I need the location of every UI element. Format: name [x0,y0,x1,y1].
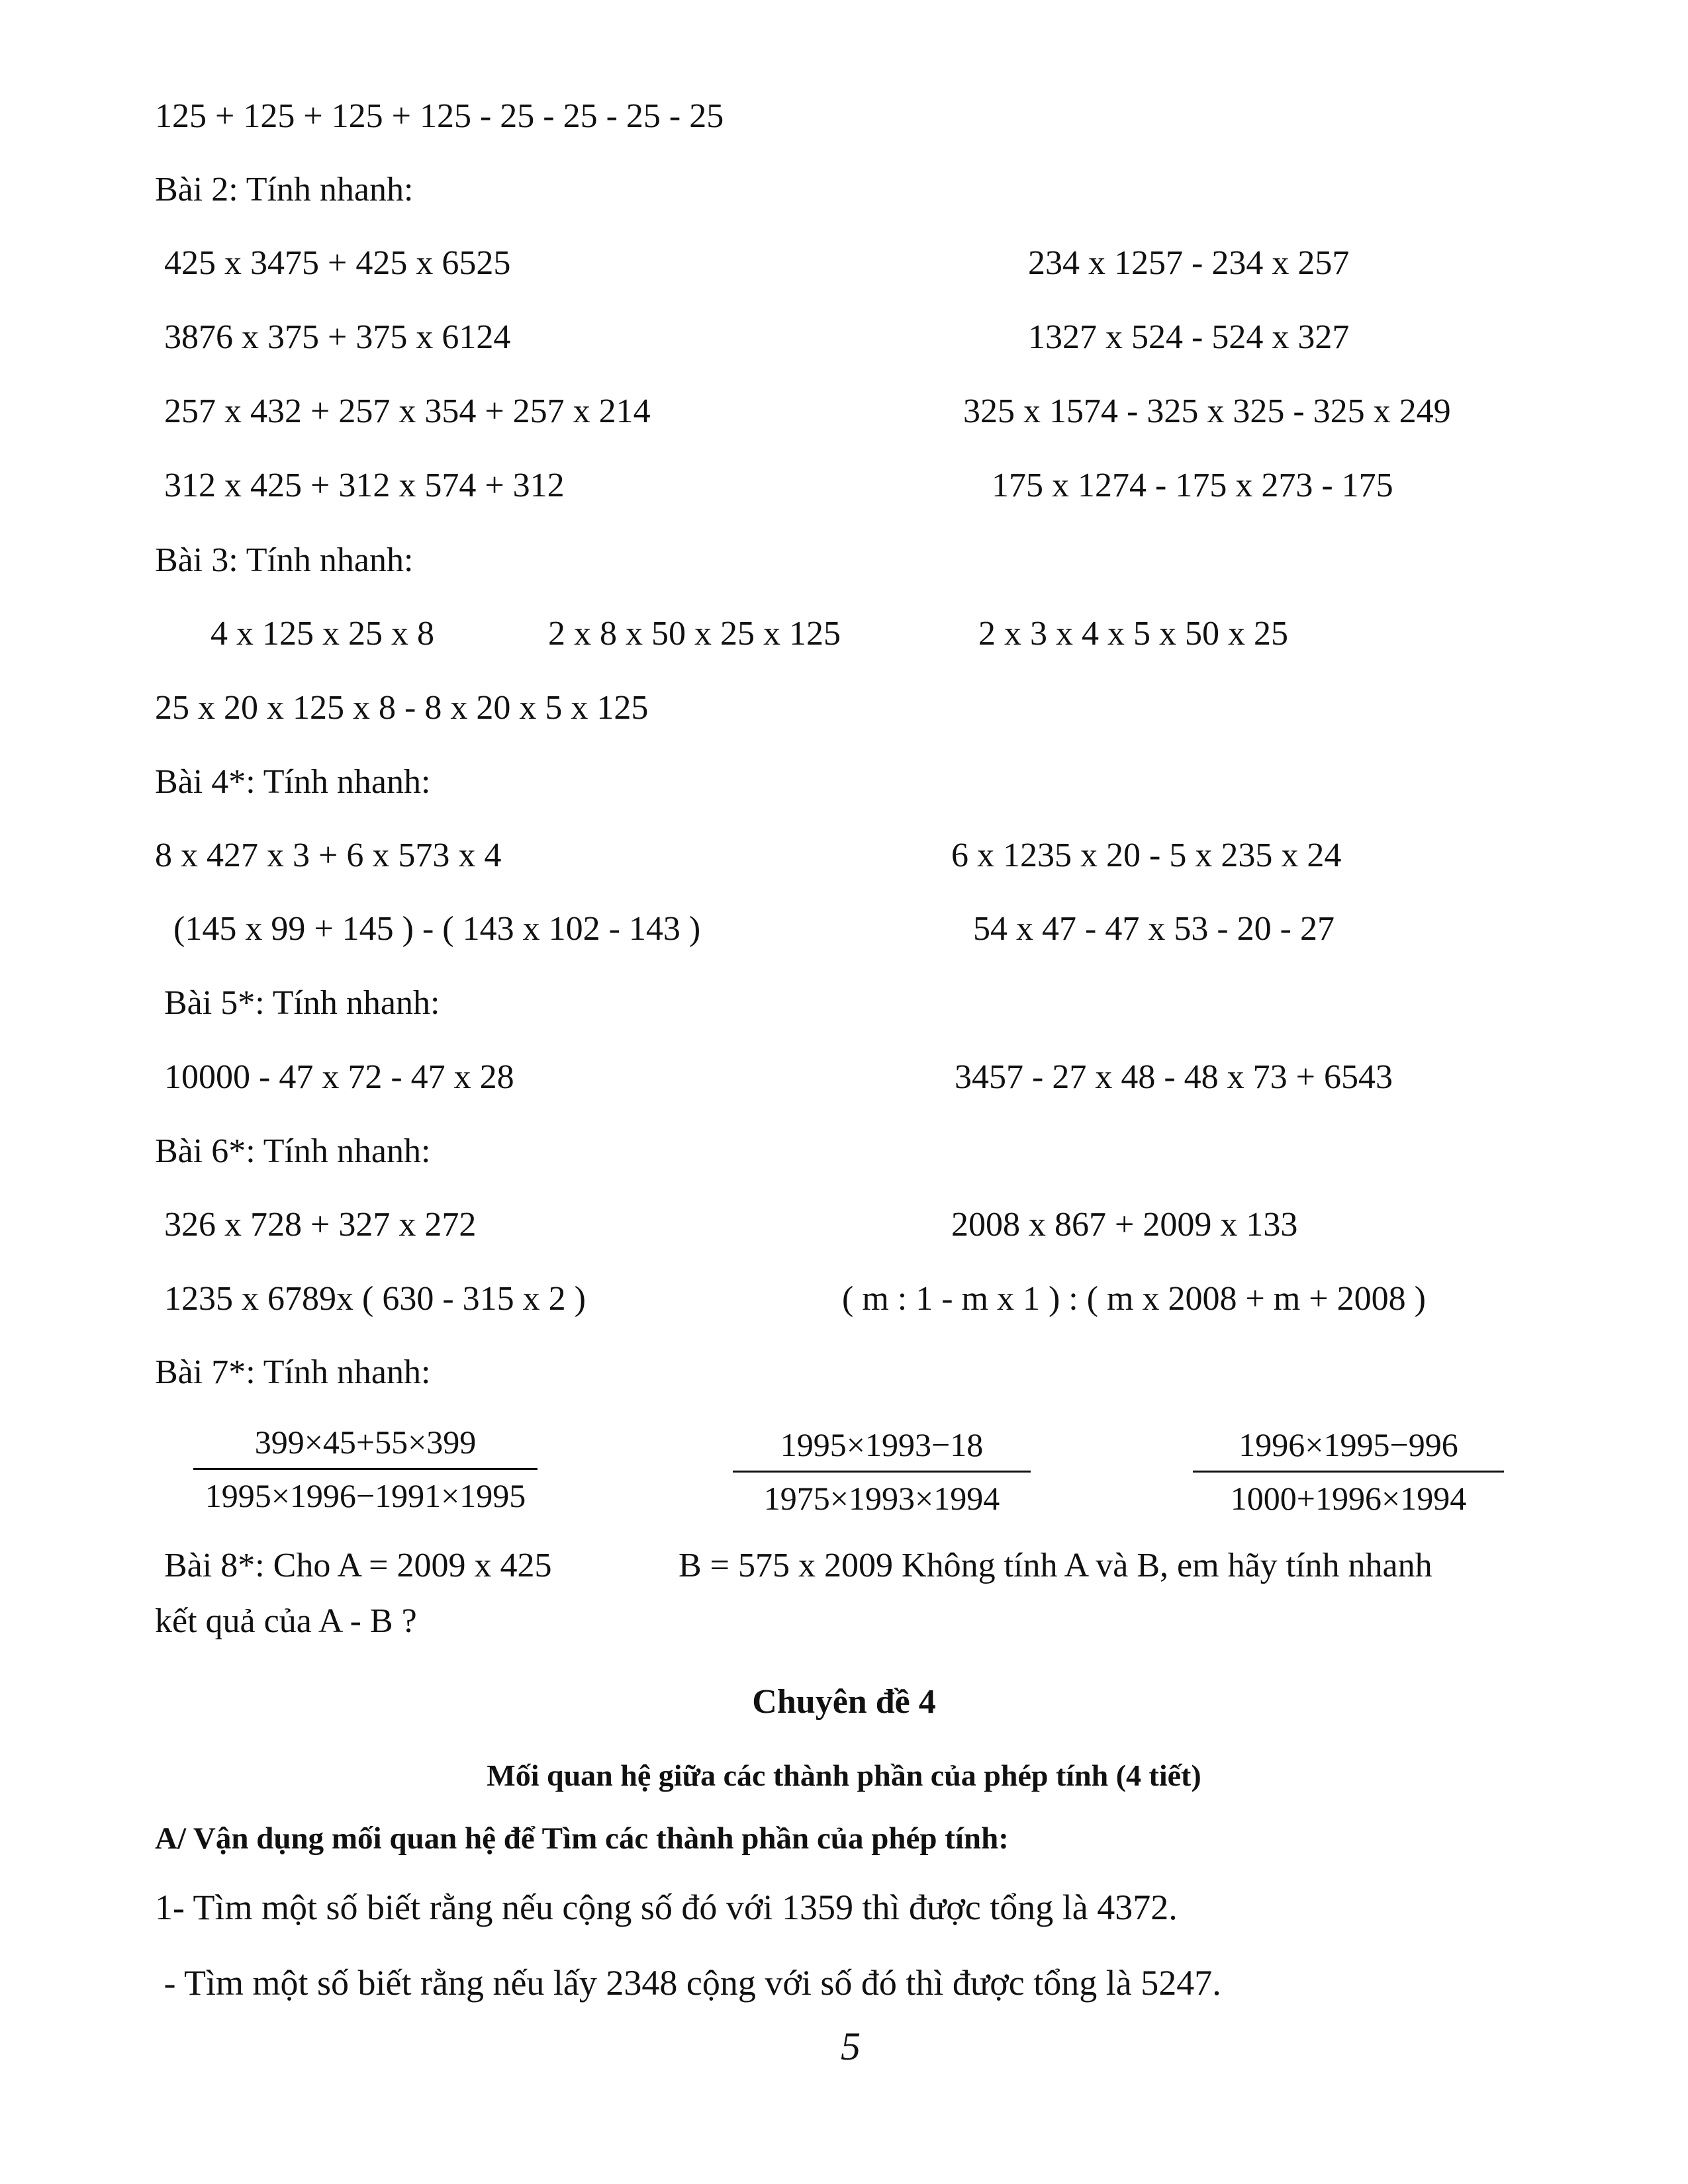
bai3-expr-1: 4 x 125 x 25 x 8 [211,615,434,653]
bai5-right: 3457 - 27 x 48 - 48 x 73 + 6543 [955,1058,1393,1096]
bai2-right-3: 325 x 1574 - 325 x 325 - 325 x 249 [963,392,1451,430]
section-subtitle: Mối quan hệ giữa các thành phần của phép tính (4 tiết) [487,1758,1201,1792]
fraction-1-denominator: 1995×1996−1991×1995 [205,1477,526,1514]
bai3-expr-4: 25 x 20 x 125 x 8 - 8 x 20 x 5 x 125 [155,689,649,727]
top-expression: 125 + 125 + 125 + 125 - 25 - 25 - 25 - 25 [155,97,724,135]
bai4-right-2: 54 x 47 - 47 x 53 - 20 - 27 [973,910,1335,948]
bai2-right-1: 234 x 1257 - 234 x 257 [1028,244,1350,282]
bai4-left-2: (145 x 99 + 145 ) - ( 143 x 102 - 143 ) [173,910,701,948]
bai6-left-1: 326 x 728 + 327 x 272 [164,1206,477,1244]
problem-1-sub: - Tìm một số biết rằng nếu lấy 2348 cộng với số đó thì được tổng là 5247. [155,1963,1221,2003]
bai3-expr-3: 2 x 3 x 4 x 5 x 50 x 25 [978,615,1288,653]
fraction-1 [193,1422,538,1516]
bai6-right-2: ( m : 1 - m x 1 ) : ( m x 2008 + m + 2008 ) [842,1280,1426,1318]
problem-1: 1- Tìm một số biết rằng nếu cộng số đó với 1359 thì được tổng là 4372. [155,1888,1178,1927]
bai7-heading: Bài 7*: Tính nhanh: [155,1353,431,1391]
fraction-3-numerator: 1996×1995−996 [1193,1424,1504,1473]
fraction-1-numerator: 399×45+55×399 [193,1422,538,1470]
fraction-2-numerator: 1995×1993−18 [733,1424,1031,1473]
bai4-left-1: 8 x 427 x 3 + 6 x 573 x 4 [155,837,502,874]
bai4-heading: Bài 4*: Tính nhanh: [155,763,431,801]
bai4-right-1: 6 x 1235 x 20 - 5 x 235 x 24 [951,837,1342,874]
bai8-line1-part-a: Bài 8*: Cho A = 2009 x 425 [164,1547,552,1584]
bai2-heading: Bài 2: Tính nhanh: [155,171,414,208]
section-a-heading: A/ Vận dụng mối quan hệ để Tìm các thành phần của phép tính: [155,1821,1009,1856]
section-title: Chuyên đề 4 [752,1683,936,1721]
bai6-right-1: 2008 x 867 + 2009 x 133 [951,1206,1298,1244]
bai2-left-3: 257 x 432 + 257 x 354 + 257 x 214 [164,392,651,430]
fraction-3-denominator: 1000+1996×1994 [1230,1480,1467,1517]
bai3-heading: Bài 3: Tính nhanh: [155,541,414,579]
bai3-expr-2: 2 x 8 x 50 x 25 x 125 [548,615,841,653]
bai8-line1-part-b: B = 575 x 2009 Không tính A và B, em hãy tính nhanh [679,1547,1432,1584]
fraction-2-denominator: 1975×1993×1994 [763,1480,1000,1517]
bai2-right-4: 175 x 1274 - 175 x 273 - 175 [992,467,1393,504]
bai8-line2: kết quả của A - B ? [155,1602,417,1640]
bai2-left-2: 3876 x 375 + 375 x 6124 [164,318,511,356]
bai5-heading: Bài 5*: Tính nhanh: [164,984,440,1022]
fraction-2 [733,1424,1031,1519]
bai2-left-4: 312 x 425 + 312 x 574 + 312 [164,467,565,504]
bai6-heading: Bài 6*: Tính nhanh: [155,1132,431,1170]
page-number: 5 [841,2025,861,2068]
fraction-3 [1193,1424,1504,1519]
bai6-left-2: 1235 x 6789x ( 630 - 315 x 2 ) [164,1280,586,1318]
bai5-left: 10000 - 47 x 72 - 47 x 28 [164,1058,514,1096]
bai2-left-1: 425 x 3475 + 425 x 6525 [164,244,511,282]
bai2-right-2: 1327 x 524 - 524 x 327 [1028,318,1350,356]
